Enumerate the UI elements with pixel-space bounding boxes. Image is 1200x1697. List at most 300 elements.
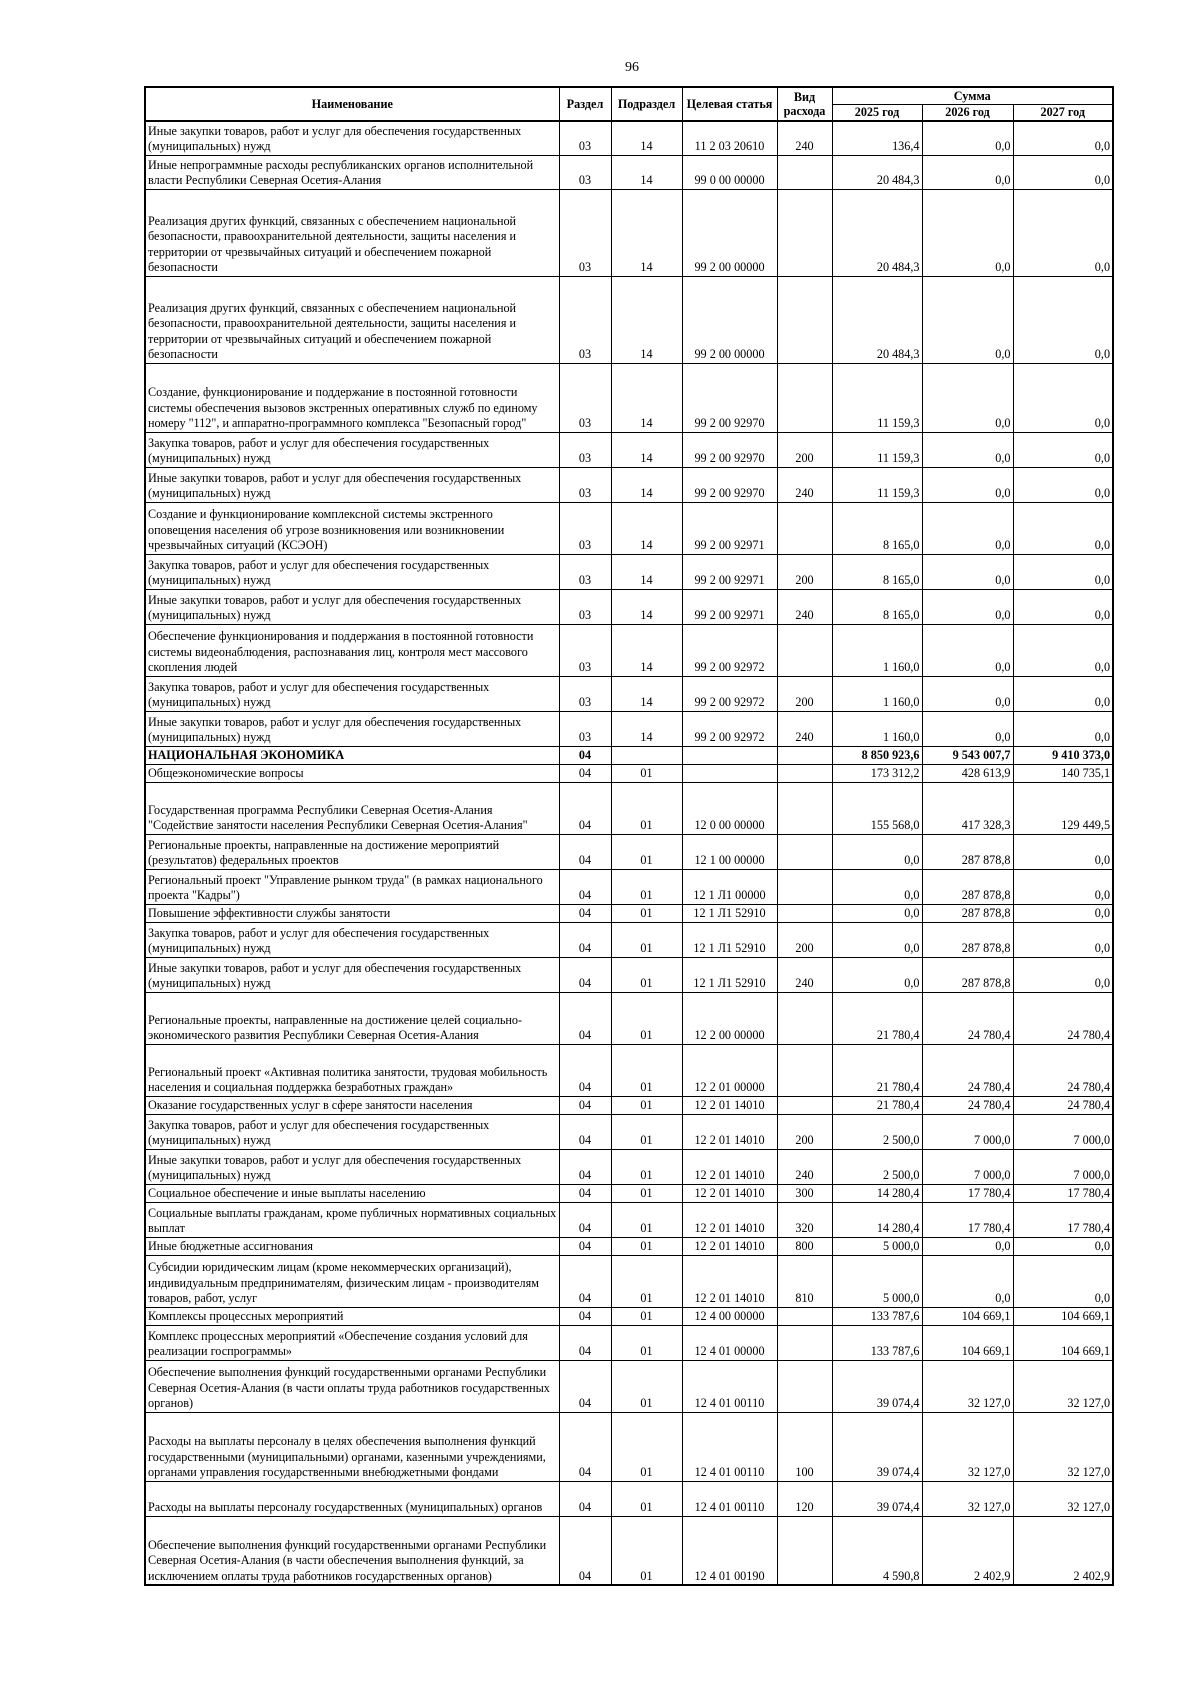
cell-sum-2027: 0,0 <box>1013 363 1113 432</box>
cell-sum-2025: 5 000,0 <box>832 1237 922 1255</box>
cell-sum-2026: 287 878,8 <box>922 922 1013 957</box>
table-row <box>145 276 1113 363</box>
cell-podrazdel: 14 <box>611 624 682 676</box>
cell-sum-2026: 0,0 <box>922 589 1013 624</box>
cell-target-article: 12 2 00 00000 <box>682 992 777 1044</box>
cell-target-article: 12 1 Л1 52910 <box>682 922 777 957</box>
cell-razdel: 03 <box>559 711 611 746</box>
cell-expense-type <box>777 834 832 869</box>
cell-expense-type <box>777 782 832 834</box>
table-row <box>145 869 1113 904</box>
cell-sum-2025: 39 074,4 <box>832 1412 922 1481</box>
cell-name: Закупка товаров, работ и услуг для обеспечения государственных (муниципальных) нужд <box>145 676 559 711</box>
cell-name: Закупка товаров, работ и услуг для обеспечения государственных (муниципальных) нужд <box>145 432 559 467</box>
cell-sum-2026: 287 878,8 <box>922 957 1013 992</box>
header-expense-type: Вид расхода <box>777 87 832 121</box>
cell-target-article: 12 2 01 14010 <box>682 1237 777 1255</box>
cell-expense-type <box>777 764 832 782</box>
cell-sum-2025: 21 780,4 <box>832 1044 922 1096</box>
table-row <box>145 363 1113 432</box>
cell-sum-2026: 24 780,4 <box>922 1096 1013 1114</box>
cell-sum-2026: 0,0 <box>922 1237 1013 1255</box>
cell-target-article: 12 2 01 14010 <box>682 1096 777 1114</box>
cell-target-article: 12 2 01 14010 <box>682 1114 777 1149</box>
cell-podrazdel: 01 <box>611 1149 682 1184</box>
table-row <box>145 1360 1113 1412</box>
cell-name: Иные закупки товаров, работ и услуг для обеспечения государственных (муниципальных) нужд <box>145 589 559 624</box>
cell-sum-2027: 0,0 <box>1013 904 1113 922</box>
cell-podrazdel: 01 <box>611 904 682 922</box>
cell-podrazdel: 01 <box>611 1255 682 1307</box>
cell-sum-2025: 1 160,0 <box>832 624 922 676</box>
cell-sum-2027: 0,0 <box>1013 711 1113 746</box>
cell-sum-2025: 5 000,0 <box>832 1255 922 1307</box>
cell-podrazdel: 14 <box>611 554 682 589</box>
cell-name: Иные закупки товаров, работ и услуг для обеспечения государственных (муниципальных) нужд <box>145 121 559 155</box>
cell-razdel: 03 <box>559 121 611 155</box>
cell-sum-2025: 39 074,4 <box>832 1360 922 1412</box>
cell-name: Обеспечение выполнения функций государственными органами Республики Северная Осетия-Алания (в части обеспечения выполнения функций, за исключением оплаты труда работников государственных органов) <box>145 1516 559 1585</box>
cell-podrazdel: 14 <box>611 676 682 711</box>
cell-sum-2026: 0,0 <box>922 624 1013 676</box>
table-row <box>145 1114 1113 1149</box>
cell-sum-2026: 7 000,0 <box>922 1149 1013 1184</box>
cell-sum-2025: 11 159,3 <box>832 467 922 502</box>
table-row <box>145 1184 1113 1202</box>
cell-target-article: 99 2 00 92970 <box>682 363 777 432</box>
cell-sum-2025: 21 780,4 <box>832 1096 922 1114</box>
cell-name: Создание и функционирование комплексной системы экстренного оповещения населения об угрозе возникновения или возникновении чрезвычайных ситуаций (КСЭОН) <box>145 502 559 554</box>
table-row <box>145 1516 1113 1585</box>
cell-name: Иные закупки товаров, работ и услуг для обеспечения государственных (муниципальных) нужд <box>145 1149 559 1184</box>
table-row <box>145 1325 1113 1360</box>
header-sum: Сумма <box>832 87 1113 104</box>
header-year-2026: 2026 год <box>922 104 1013 121</box>
cell-sum-2025: 1 160,0 <box>832 676 922 711</box>
cell-razdel: 03 <box>559 432 611 467</box>
table-row <box>145 904 1113 922</box>
cell-name: Социальное обеспечение и иные выплаты населению <box>145 1184 559 1202</box>
cell-sum-2027: 0,0 <box>1013 1255 1113 1307</box>
cell-target-article <box>682 764 777 782</box>
cell-expense-type <box>777 189 832 276</box>
cell-sum-2027: 0,0 <box>1013 467 1113 502</box>
cell-expense-type: 810 <box>777 1255 832 1307</box>
cell-expense-type: 240 <box>777 957 832 992</box>
cell-razdel: 04 <box>559 1360 611 1412</box>
cell-sum-2026: 104 669,1 <box>922 1325 1013 1360</box>
cell-sum-2027: 0,0 <box>1013 869 1113 904</box>
cell-expense-type <box>777 992 832 1044</box>
cell-expense-type: 320 <box>777 1202 832 1237</box>
cell-expense-type <box>777 1360 832 1412</box>
cell-target-article: 12 2 01 14010 <box>682 1255 777 1307</box>
table-row <box>145 189 1113 276</box>
cell-podrazdel: 01 <box>611 992 682 1044</box>
cell-expense-type <box>777 1096 832 1114</box>
cell-razdel: 04 <box>559 1516 611 1585</box>
cell-target-article: 12 0 00 00000 <box>682 782 777 834</box>
cell-podrazdel: 14 <box>611 121 682 155</box>
cell-expense-type: 200 <box>777 922 832 957</box>
cell-podrazdel: 01 <box>611 1184 682 1202</box>
cell-podrazdel: 01 <box>611 1325 682 1360</box>
cell-sum-2027: 0,0 <box>1013 624 1113 676</box>
cell-sum-2026: 0,0 <box>922 189 1013 276</box>
cell-podrazdel: 14 <box>611 711 682 746</box>
cell-sum-2026: 287 878,8 <box>922 834 1013 869</box>
cell-podrazdel: 01 <box>611 1114 682 1149</box>
table-row <box>145 834 1113 869</box>
cell-target-article: 99 0 00 00000 <box>682 155 777 189</box>
cell-sum-2026: 0,0 <box>922 432 1013 467</box>
cell-razdel: 04 <box>559 1096 611 1114</box>
cell-name: Оказание государственных услуг в сфере занятости населения <box>145 1096 559 1114</box>
cell-sum-2027: 17 780,4 <box>1013 1184 1113 1202</box>
cell-name: Государственная программа Республики Северная Осетия-Алания "Содействие занятости населения Республики Северная Осетия-Алания" <box>145 782 559 834</box>
cell-name: Региональный проект «Активная политика занятости, трудовая мобильность населения и социальная поддержка безработных граждан» <box>145 1044 559 1096</box>
cell-sum-2027: 32 127,0 <box>1013 1360 1113 1412</box>
cell-podrazdel: 14 <box>611 589 682 624</box>
table-row <box>145 1044 1113 1096</box>
table-row <box>145 764 1113 782</box>
cell-sum-2026: 0,0 <box>922 363 1013 432</box>
table-row <box>145 589 1113 624</box>
cell-name: Повышение эффективности службы занятости <box>145 904 559 922</box>
header-year-2027: 2027 год <box>1013 104 1113 121</box>
cell-name: Комплексы процессных мероприятий <box>145 1307 559 1325</box>
cell-sum-2027: 32 127,0 <box>1013 1481 1113 1516</box>
cell-sum-2027: 0,0 <box>1013 589 1113 624</box>
cell-sum-2026: 287 878,8 <box>922 869 1013 904</box>
cell-sum-2025: 0,0 <box>832 957 922 992</box>
cell-expense-type <box>777 1325 832 1360</box>
cell-sum-2026: 9 543 007,7 <box>922 746 1013 764</box>
cell-razdel: 03 <box>559 554 611 589</box>
cell-podrazdel: 01 <box>611 1360 682 1412</box>
cell-target-article <box>682 746 777 764</box>
cell-sum-2025: 133 787,6 <box>832 1307 922 1325</box>
cell-sum-2026: 417 328,3 <box>922 782 1013 834</box>
cell-expense-type: 200 <box>777 554 832 589</box>
cell-sum-2027: 7 000,0 <box>1013 1114 1113 1149</box>
cell-razdel: 04 <box>559 746 611 764</box>
cell-razdel: 03 <box>559 589 611 624</box>
cell-razdel: 04 <box>559 764 611 782</box>
page-number: 96 <box>625 60 639 75</box>
cell-target-article: 99 2 00 00000 <box>682 189 777 276</box>
cell-name: Иные закупки товаров, работ и услуг для обеспечения государственных (муниципальных) нужд <box>145 957 559 992</box>
cell-razdel: 04 <box>559 869 611 904</box>
cell-expense-type: 240 <box>777 711 832 746</box>
cell-name: Региональные проекты, направленные на достижение целей социально-экономического развития Республики Северная Осетия-Алания <box>145 992 559 1044</box>
table-row <box>145 1412 1113 1481</box>
cell-target-article: 12 1 Л1 52910 <box>682 957 777 992</box>
cell-target-article: 12 2 01 00000 <box>682 1044 777 1096</box>
table-row <box>145 922 1113 957</box>
cell-razdel: 04 <box>559 1307 611 1325</box>
cell-sum-2026: 0,0 <box>922 1255 1013 1307</box>
cell-name: Региональный проект "Управление рынком труда" (в рамках национального проекта "Кадры") <box>145 869 559 904</box>
cell-expense-type <box>777 502 832 554</box>
cell-target-article: 12 4 01 00110 <box>682 1360 777 1412</box>
table-row <box>145 1096 1113 1114</box>
cell-sum-2026: 0,0 <box>922 467 1013 502</box>
cell-sum-2027: 0,0 <box>1013 155 1113 189</box>
cell-sum-2027: 104 669,1 <box>1013 1325 1113 1360</box>
cell-target-article: 99 2 00 00000 <box>682 276 777 363</box>
cell-target-article: 12 4 01 00110 <box>682 1412 777 1481</box>
cell-target-article: 12 1 Л1 00000 <box>682 869 777 904</box>
cell-razdel: 04 <box>559 1255 611 1307</box>
cell-name: Создание, функционирование и поддержание в постоянной готовности системы обеспечения вызовов экстренных оперативных служб по единому номеру "112", и аппаратно-программного комплекса "Безопасный город" <box>145 363 559 432</box>
cell-target-article: 12 1 Л1 52910 <box>682 904 777 922</box>
cell-sum-2027: 24 780,4 <box>1013 992 1113 1044</box>
table-row <box>145 502 1113 554</box>
cell-sum-2025: 4 590,8 <box>832 1516 922 1585</box>
cell-razdel: 04 <box>559 904 611 922</box>
cell-sum-2026: 2 402,9 <box>922 1516 1013 1585</box>
cell-podrazdel: 01 <box>611 834 682 869</box>
cell-target-article: 99 2 00 92971 <box>682 554 777 589</box>
cell-sum-2027: 24 780,4 <box>1013 1096 1113 1114</box>
cell-name: Обеспечение функционирования и поддержания в постоянной готовности системы видеонаблюдения, распознавания лиц, контроля мест массового скопления людей <box>145 624 559 676</box>
cell-expense-type: 240 <box>777 1149 832 1184</box>
cell-sum-2026: 0,0 <box>922 276 1013 363</box>
cell-sum-2026: 0,0 <box>922 155 1013 189</box>
cell-razdel: 04 <box>559 1237 611 1255</box>
cell-sum-2025: 8 850 923,6 <box>832 746 922 764</box>
cell-sum-2026: 287 878,8 <box>922 904 1013 922</box>
cell-sum-2027: 9 410 373,0 <box>1013 746 1113 764</box>
cell-expense-type: 200 <box>777 676 832 711</box>
cell-podrazdel: 01 <box>611 1202 682 1237</box>
cell-sum-2027: 24 780,4 <box>1013 1044 1113 1096</box>
table-row <box>145 1202 1113 1237</box>
table-row <box>145 957 1113 992</box>
cell-sum-2026: 0,0 <box>922 676 1013 711</box>
cell-sum-2025: 14 280,4 <box>832 1202 922 1237</box>
cell-target-article: 12 4 01 00110 <box>682 1481 777 1516</box>
cell-expense-type: 240 <box>777 589 832 624</box>
cell-sum-2026: 17 780,4 <box>922 1184 1013 1202</box>
cell-target-article: 99 2 00 92972 <box>682 624 777 676</box>
table-row <box>145 624 1113 676</box>
table-row <box>145 992 1113 1044</box>
cell-sum-2026: 32 127,0 <box>922 1412 1013 1481</box>
cell-sum-2026: 0,0 <box>922 711 1013 746</box>
table-row <box>145 155 1113 189</box>
cell-target-article: 99 2 00 92971 <box>682 502 777 554</box>
header-podrazdel: Подраздел <box>611 87 682 121</box>
cell-expense-type <box>777 904 832 922</box>
cell-sum-2025: 0,0 <box>832 834 922 869</box>
cell-razdel: 03 <box>559 155 611 189</box>
budget-table <box>144 86 1114 1586</box>
cell-podrazdel: 01 <box>611 1516 682 1585</box>
cell-sum-2027: 0,0 <box>1013 676 1113 711</box>
cell-expense-type: 200 <box>777 432 832 467</box>
cell-expense-type <box>777 624 832 676</box>
table-row <box>145 432 1113 467</box>
table-header <box>145 87 1113 121</box>
cell-sum-2025: 1 160,0 <box>832 711 922 746</box>
cell-razdel: 03 <box>559 624 611 676</box>
table-body <box>145 121 1113 1585</box>
cell-razdel: 04 <box>559 922 611 957</box>
cell-name: Социальные выплаты гражданам, кроме публичных нормативных социальных выплат <box>145 1202 559 1237</box>
cell-razdel: 04 <box>559 957 611 992</box>
cell-razdel: 03 <box>559 189 611 276</box>
cell-sum-2025: 0,0 <box>832 869 922 904</box>
cell-target-article: 99 2 00 92971 <box>682 589 777 624</box>
cell-razdel: 03 <box>559 363 611 432</box>
cell-sum-2025: 20 484,3 <box>832 276 922 363</box>
cell-sum-2027: 0,0 <box>1013 189 1113 276</box>
cell-expense-type <box>777 1044 832 1096</box>
cell-razdel: 04 <box>559 992 611 1044</box>
cell-sum-2027: 17 780,4 <box>1013 1202 1113 1237</box>
cell-name: Иные непрограммные расходы республиканских органов исполнительной власти Республики Северная Осетия-Алания <box>145 155 559 189</box>
cell-sum-2027: 104 669,1 <box>1013 1307 1113 1325</box>
cell-sum-2027: 0,0 <box>1013 121 1113 155</box>
cell-razdel: 03 <box>559 276 611 363</box>
cell-podrazdel: 01 <box>611 1307 682 1325</box>
cell-name: Субсидии юридическим лицам (кроме некоммерческих организаций), индивидуальным предпринимателям, физическим лицам - производителям товаров, работ, услуг <box>145 1255 559 1307</box>
cell-sum-2026: 24 780,4 <box>922 992 1013 1044</box>
table-row <box>145 1255 1113 1307</box>
cell-podrazdel: 01 <box>611 869 682 904</box>
cell-target-article: 12 1 00 00000 <box>682 834 777 869</box>
cell-name: Реализация других функций, связанных с обеспечением национальной безопасности, правоохранительной деятельности, защиты населения и территории от чрезвычайных ситуаций и обеспечением пожарной безопасности <box>145 276 559 363</box>
table-row <box>145 554 1113 589</box>
cell-podrazdel: 14 <box>611 155 682 189</box>
cell-sum-2025: 2 500,0 <box>832 1114 922 1149</box>
cell-razdel: 04 <box>559 1325 611 1360</box>
cell-sum-2027: 0,0 <box>1013 432 1113 467</box>
cell-sum-2025: 0,0 <box>832 904 922 922</box>
cell-sum-2027: 7 000,0 <box>1013 1149 1113 1184</box>
cell-target-article: 12 2 01 14010 <box>682 1149 777 1184</box>
cell-name: Обеспечение выполнения функций государственными органами Республики Северная Осетия-Алания (в части оплаты труда работников государственных органов) <box>145 1360 559 1412</box>
cell-sum-2025: 8 165,0 <box>832 554 922 589</box>
cell-podrazdel: 01 <box>611 1096 682 1114</box>
cell-sum-2025: 21 780,4 <box>832 992 922 1044</box>
cell-target-article: 12 4 00 00000 <box>682 1307 777 1325</box>
table-row <box>145 1481 1113 1516</box>
cell-podrazdel: 01 <box>611 1237 682 1255</box>
cell-razdel: 04 <box>559 782 611 834</box>
table-row <box>145 711 1113 746</box>
cell-razdel: 04 <box>559 1412 611 1481</box>
header-target-article: Целевая статья <box>682 87 777 121</box>
cell-sum-2027: 129 449,5 <box>1013 782 1113 834</box>
header-razdel: Раздел <box>559 87 611 121</box>
cell-sum-2025: 8 165,0 <box>832 589 922 624</box>
cell-sum-2025: 20 484,3 <box>832 189 922 276</box>
cell-sum-2027: 0,0 <box>1013 554 1113 589</box>
cell-expense-type <box>777 1307 832 1325</box>
cell-sum-2027: 0,0 <box>1013 502 1113 554</box>
cell-podrazdel: 01 <box>611 922 682 957</box>
cell-expense-type: 100 <box>777 1412 832 1481</box>
cell-sum-2026: 24 780,4 <box>922 1044 1013 1096</box>
cell-podrazdel: 01 <box>611 957 682 992</box>
table-row <box>145 1149 1113 1184</box>
cell-target-article: 12 4 01 00190 <box>682 1516 777 1585</box>
cell-sum-2026: 0,0 <box>922 554 1013 589</box>
cell-sum-2026: 32 127,0 <box>922 1360 1013 1412</box>
cell-razdel: 04 <box>559 1114 611 1149</box>
cell-name: Реализация других функций, связанных с обеспечением национальной безопасности, правоохранительной деятельности, защиты населения и территории от чрезвычайных ситуаций и обеспечением пожарной безопасности <box>145 189 559 276</box>
cell-sum-2025: 173 312,2 <box>832 764 922 782</box>
cell-expense-type <box>777 363 832 432</box>
cell-podrazdel: 14 <box>611 432 682 467</box>
cell-expense-type <box>777 276 832 363</box>
cell-name: Общеэкономические вопросы <box>145 764 559 782</box>
cell-target-article: 99 2 00 92972 <box>682 676 777 711</box>
cell-razdel: 03 <box>559 502 611 554</box>
cell-razdel: 04 <box>559 1149 611 1184</box>
table-row <box>145 1307 1113 1325</box>
header-name: Наименование <box>145 87 559 121</box>
cell-target-article: 99 2 00 92972 <box>682 711 777 746</box>
cell-expense-type: 120 <box>777 1481 832 1516</box>
cell-podrazdel: 01 <box>611 764 682 782</box>
cell-expense-type <box>777 869 832 904</box>
table-row <box>145 782 1113 834</box>
cell-sum-2026: 0,0 <box>922 502 1013 554</box>
cell-sum-2025: 39 074,4 <box>832 1481 922 1516</box>
table-row <box>145 746 1113 764</box>
cell-sum-2027: 0,0 <box>1013 834 1113 869</box>
cell-sum-2025: 155 568,0 <box>832 782 922 834</box>
cell-sum-2027: 2 402,9 <box>1013 1516 1113 1585</box>
cell-sum-2025: 0,0 <box>832 922 922 957</box>
cell-podrazdel: 14 <box>611 189 682 276</box>
cell-sum-2027: 0,0 <box>1013 957 1113 992</box>
cell-razdel: 03 <box>559 467 611 502</box>
table-row <box>145 676 1113 711</box>
table-row <box>145 121 1113 155</box>
cell-target-article: 99 2 00 92970 <box>682 432 777 467</box>
table-row <box>145 467 1113 502</box>
cell-name: Закупка товаров, работ и услуг для обеспечения государственных (муниципальных) нужд <box>145 1114 559 1149</box>
cell-sum-2025: 20 484,3 <box>832 155 922 189</box>
cell-sum-2026: 0,0 <box>922 121 1013 155</box>
cell-expense-type: 240 <box>777 467 832 502</box>
cell-podrazdel: 14 <box>611 467 682 502</box>
cell-podrazdel: 14 <box>611 276 682 363</box>
cell-target-article: 12 2 01 14010 <box>682 1184 777 1202</box>
cell-sum-2025: 11 159,3 <box>832 432 922 467</box>
cell-sum-2027: 140 735,1 <box>1013 764 1113 782</box>
cell-target-article: 99 2 00 92970 <box>682 467 777 502</box>
cell-sum-2026: 32 127,0 <box>922 1481 1013 1516</box>
cell-sum-2025: 2 500,0 <box>832 1149 922 1184</box>
cell-sum-2025: 11 159,3 <box>832 363 922 432</box>
cell-podrazdel: 01 <box>611 1481 682 1516</box>
cell-expense-type <box>777 155 832 189</box>
cell-podrazdel: 14 <box>611 502 682 554</box>
cell-razdel: 04 <box>559 1184 611 1202</box>
cell-podrazdel: 14 <box>611 363 682 432</box>
cell-name: Региональные проекты, направленные на достижение мероприятий (результатов) федеральных проектов <box>145 834 559 869</box>
cell-sum-2025: 14 280,4 <box>832 1184 922 1202</box>
cell-podrazdel: 01 <box>611 1044 682 1096</box>
cell-sum-2025: 136,4 <box>832 121 922 155</box>
cell-podrazdel <box>611 746 682 764</box>
